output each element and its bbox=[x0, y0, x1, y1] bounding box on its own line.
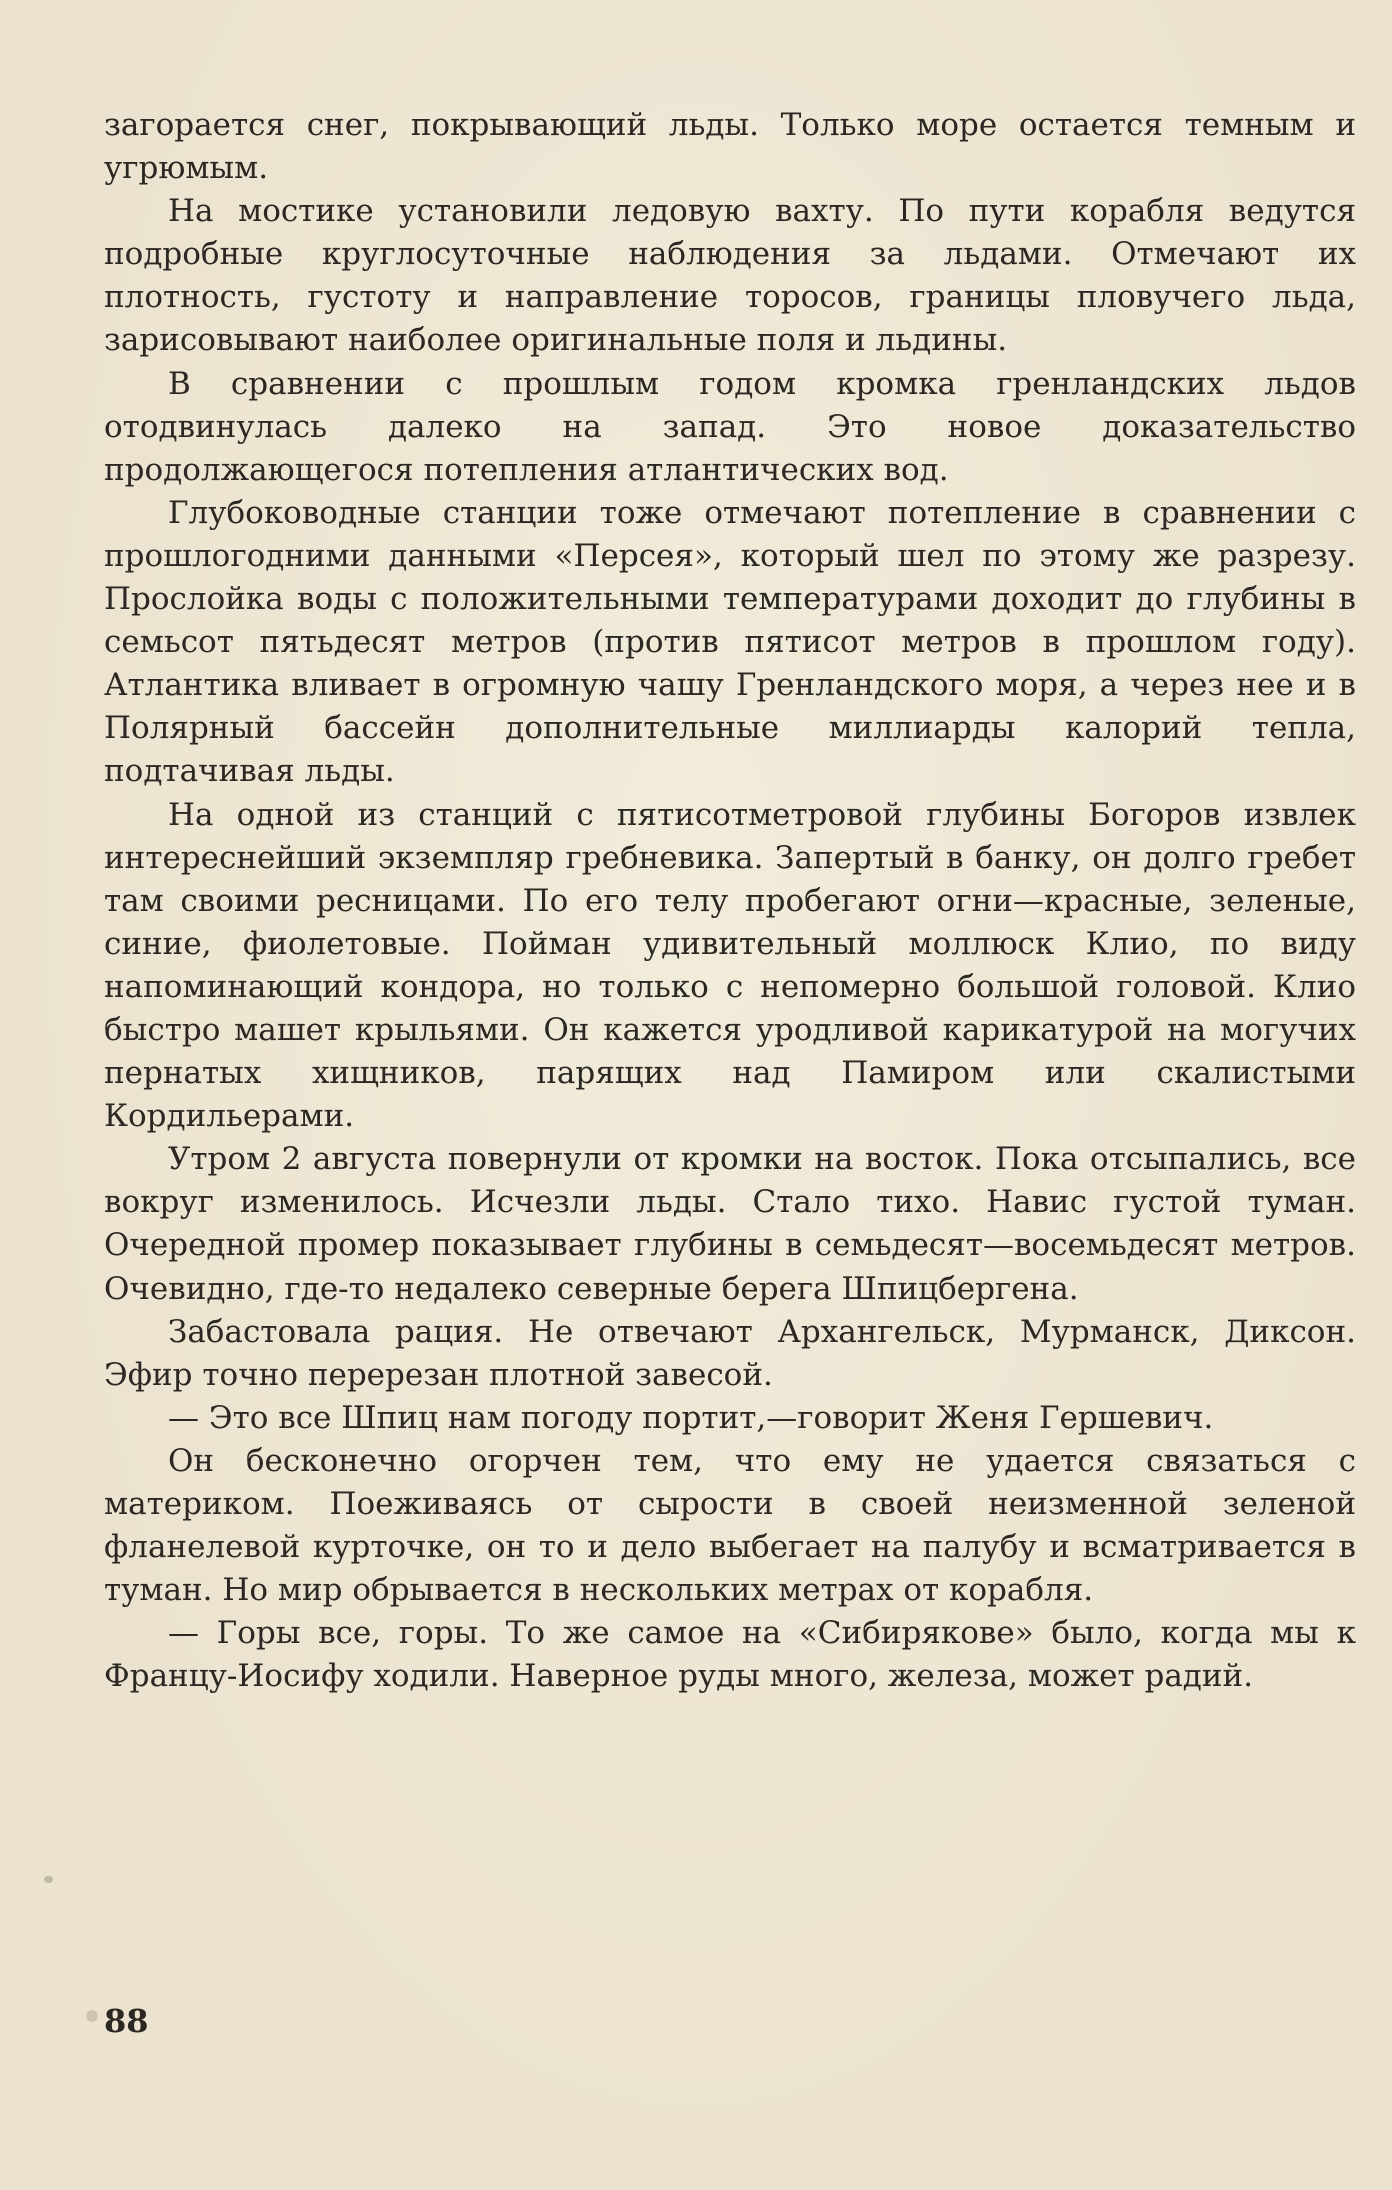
paragraph: В сравнении с прошлым годом кромка гренландских льдов отодвинулась далеко на запад. Это новое доказательство продолжающегося потепления атлантических вод. bbox=[104, 365, 1356, 488]
paper-speck bbox=[44, 1876, 53, 1883]
paragraph: загорается снег, покрывающий льды. Только море остается темным и угрюмым. bbox=[104, 107, 1356, 187]
dialogue-line: — Горы все, горы. То же самое на «Сибирякове» было, когда мы к Францу-Иосифу ходили. Наверное руды много, железа, может радий. bbox=[104, 1615, 1356, 1695]
page-number: 88 bbox=[104, 2002, 149, 2040]
paragraph: Забастовала рация. Не отвечают Архангельск, Мурманск, Диксон. Эфир точно перерезан плотной завесой. bbox=[104, 1313, 1356, 1393]
paper-speck bbox=[86, 2010, 98, 2022]
paragraph: Глубоководные станции тоже отмечают потепление в сравнении с прошлогодними данными «Персея», который шел по этому же разрезу. Прослойка воды с положительными температурами доходит до глубины в семьсот пятьдесят метров (против пятисот метров в прошлом году). Атлантика вливает в огромную чашу Гренландского моря, а через нее и в Полярный бассейн дополнительные миллиарды калорий тепла, подтачивая льды. bbox=[104, 494, 1356, 790]
page-text bbox=[104, 104, 1356, 1698]
paragraph: Утром 2 августа повернули от кромки на восток. Пока отсыпались, все вокруг изменилось. Исчезли льды. Стало тихо. Навис густой туман. Очередной промер показывает глубины в семьдесят—восемьдесят метров. Очевидно, где-то недалеко северные берега Шпицбергена. bbox=[104, 1141, 1356, 1307]
paragraph: На мостике установили ледовую вахту. По пути корабля ведутся подробные круглосуточные наблюдения за льдами. Отмечают их плотность, густоту и направление торосов, границы пловучего льда, зарисовывают наиболее оригинальные поля и льдины. bbox=[104, 193, 1356, 359]
dialogue-line: — Это все Шпиц нам погоду портит,—говорит Женя Гершевич. bbox=[168, 1399, 1214, 1436]
paragraph: Он бесконечно огорчен тем, что ему не удается связаться с материком. Поеживаясь от сырости в своей неизменной зеленой фланелевой курточке, он то и дело выбегает на палубу и всматривается в туман. Но мир обрывается в нескольких метрах от корабля. bbox=[104, 1442, 1356, 1609]
paragraph: На одной из станций с пятисотметровой глубины Богоров извлек интереснейший экземпляр гребневика. Запертый в банку, он долго гребет там своими ресницами. По его телу пробегают огни—красные, зеленые, синие, фиолетовые. Пойман удивительный моллюск Клио, по виду напоминающий кондора, но только с непомерно большой головой. Клио быстро машет крыльями. Он кажется уродливой карикатурой на могучих пернатых хищников, парящих над Памиром или скалистыми Кордильерами. bbox=[104, 796, 1356, 1135]
